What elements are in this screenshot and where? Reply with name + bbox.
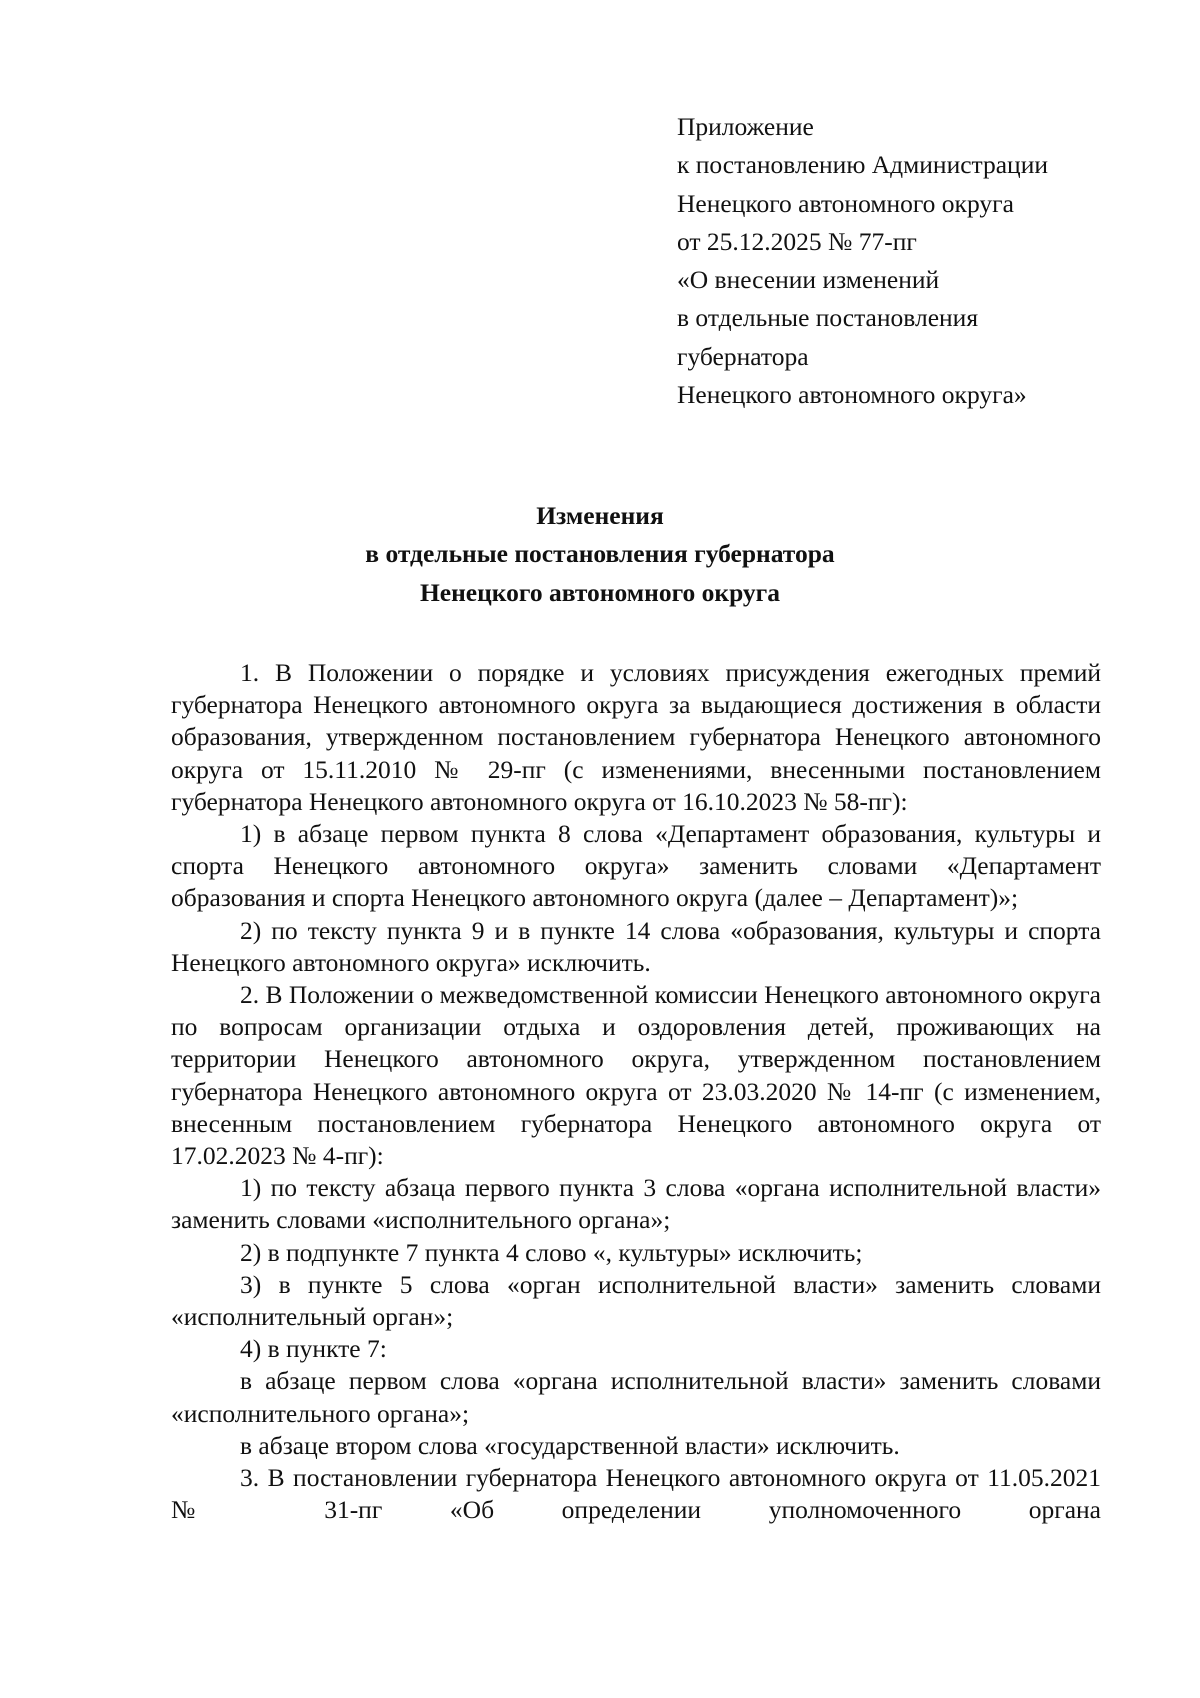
title-line: Изменения (536, 501, 664, 530)
paragraph-2-item-3: 3) в пункте 5 слова «орган исполнительной власти» заменить словами «исполнительный орган»; (171, 1269, 1101, 1332)
appendix-line: губернатора (677, 341, 809, 371)
appendix-line: в отдельные постановления (677, 303, 979, 333)
paragraph-2-item-4: 4) в пункте 7: (240, 1334, 387, 1364)
paragraph-2: 2. В Положении о межведомственной комиссии Ненецкого автономного округа по вопросам организации отдыха и оздоровления детей, проживающих на территории Ненецкого автономного округа, утвержденном постановлением губернатора Ненецкого автономного округа от 23.03.2020 № 14-пг (с изменением, внесенным постановлением губернатора Ненецкого автономного округа от 17.02.2023 № 4-пг): (171, 980, 1101, 1171)
title-line: Ненецкого автономного округа (419, 577, 781, 607)
appendix-line: Ненецкого автономного округа» (677, 380, 1027, 410)
appendix-line: к постановлению Администрации (677, 150, 1048, 180)
paragraph-2-item-2: 2) в подпункте 7 пункта 4 слово «, культуры» исключить; (240, 1237, 863, 1267)
document-title (0, 497, 1200, 612)
appendix-line: «О внесении изменений (677, 265, 940, 295)
paragraph-2-item-4-sub-1: в абзаце первом слова «органа исполнительной власти» заменить словами «исполнительного органа»; (171, 1366, 1101, 1428)
title-line: в отдельные постановления губернатора (365, 539, 835, 569)
paragraph-2-item-4-sub-2: в абзаце втором слова «государственной власти» исключить. (240, 1430, 900, 1460)
appendix-line: Приложение (677, 112, 814, 141)
document-body (171, 657, 1101, 1526)
appendix-line: Ненецкого автономного округа (677, 188, 1014, 218)
paragraph-1-item-1: 1) в абзаце первом пункта 8 слова «Департамент образования, культуры и спорта Ненецкого автономного округа» заменить словами «Департамент образования и спорта Ненецкого автономного округа (далее – Департамент)»; (171, 819, 1101, 913)
appendix-header (677, 108, 1157, 414)
paragraph-3: 3. В постановлении губернатора Ненецкого автономного округа от 11.05.2021 № 31-пг «Об определении уполномоченного органа (171, 1463, 1101, 1525)
paragraph-1: 1. В Положении о порядке и условиях присуждения ежегодных премий губернатора Ненецкого автономного округа за выдающиеся достижения в области образования, утвержденном постановлением губернатора Ненецкого автономного округа от 15.11.2010 № 29-пг (с изменениями, внесенными постановлением губернатора Ненецкого автономного округа от 16.10.2023 № 58-пг): (171, 658, 1101, 816)
paragraph-2-item-1: 1) по тексту абзаца первого пункта 3 слова «органа исполнительной власти» заменить словами «исполнительного органа»; (171, 1173, 1101, 1235)
appendix-line: от 25.12.2025 № 77-пг (677, 226, 917, 256)
paragraph-1-item-2: 2) по тексту пункта 9 и в пункте 14 слова «образования, культуры и спорта Ненецкого автономного округа» исключить. (171, 915, 1101, 977)
